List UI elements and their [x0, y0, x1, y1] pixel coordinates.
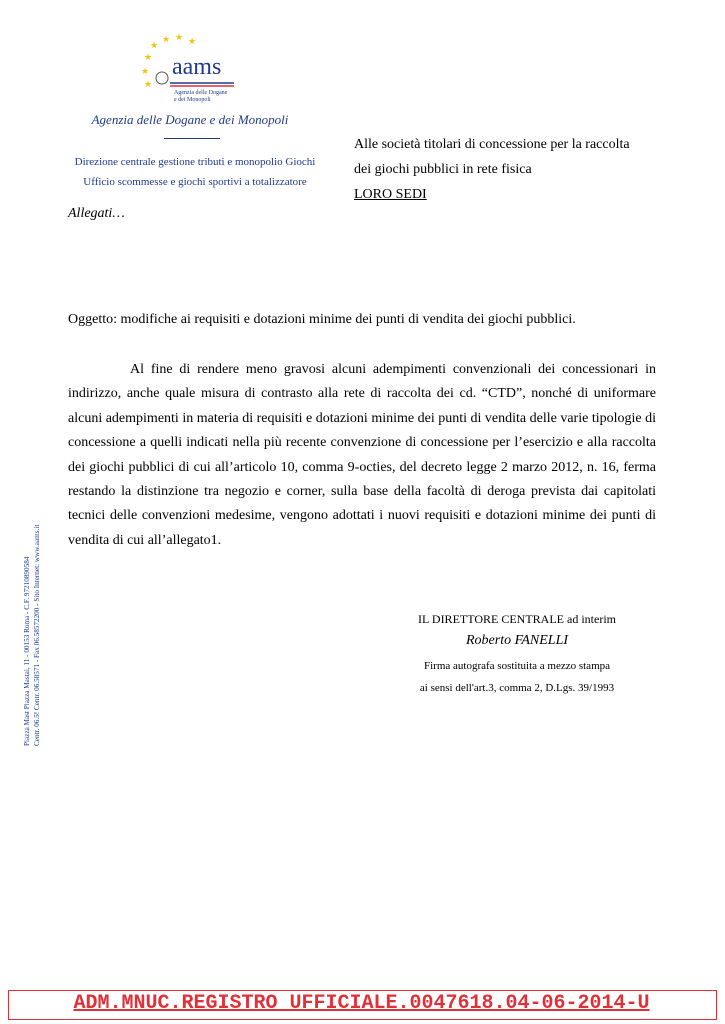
svg-text:★: ★ [188, 36, 197, 46]
signatory-name: Roberto FANELLI [465, 633, 569, 648]
logo-subtitle-2: e dei Monopoli [174, 97, 211, 103]
recipient-line-2: dei giochi pubblici in rete fisica [354, 162, 532, 177]
signature-note-2: ai sensi dell'art.3, comma 2, D.Lgs. 39/1993 [419, 682, 615, 694]
agency-divider [164, 138, 220, 139]
vertical-contact-info [22, 426, 42, 746]
svg-text:★: ★ [150, 40, 159, 50]
svg-text:★: ★ [141, 66, 150, 76]
department-name: Direzione centrale gestione tributi e monopolio Giochi [74, 156, 316, 168]
svg-text:★: ★ [144, 52, 153, 62]
emblem-icon [156, 72, 168, 84]
body-paragraph: Al fine di rendere meno gravosi alcuni adempimenti convenzionali dei concessionari in indirizzo, anche quale misura di contrasto alla rete di raccolta dei cd. “CTD”, nonché di uniformare alcuni adempimenti in materia di requisiti e dotazioni minime dei punti di vendita delle varie tipologie di concessione a quelli indicati nella più recente convenzione di concessione per l’esercizio e alla raccolta dei giochi pubblici di cui all’articolo 10, comma 9-octies, del decreto legge 2 marzo 2012, n. 16, ferma restando la distinzione tra negozio e corner, sulla base della facoltà di deroga prevista dai capitolati tecnici delle convenzioni medesime, vengono adottati i nuovi requisiti e dotazioni minime dei punti di vendita di cui all’allegato1. [68, 362, 656, 548]
recipient-line-1: Alle società titolari di concessione per la raccolta [354, 137, 630, 152]
contact-phone-web: Centr. 06.5! Centr. 06.58571 - Fax 06.58572200 - Sito Internet: www.aams.it [33, 524, 41, 746]
contact-address: Piazza Mast Piazza Mastai, 11 - 00153 Roma - C.F. 97210890584 [23, 556, 31, 746]
signatory-title: IL DIRETTORE CENTRALE ad interim [418, 612, 616, 626]
svg-text:★: ★ [162, 34, 171, 44]
logo-text: aams [172, 54, 222, 80]
logo-subtitle-1: Agenzia delle Dogane [174, 90, 228, 96]
aams-logo [138, 34, 248, 114]
svg-text:★: ★ [175, 34, 184, 42]
svg-text:★: ★ [144, 79, 153, 89]
recipient-line-3: LORO SEDI [354, 187, 427, 202]
agency-name: Agenzia delle Dogane e dei Monopoli [91, 112, 289, 127]
subject-line: Oggetto: modifiche ai requisiti e dotazioni minime dei punti di vendita dei giochi pubblici. [68, 312, 576, 327]
protocol-stamp: ADM.MNUC.REGISTRO UFFICIALE.0047618.04-06-2014-U [73, 992, 650, 1015]
office-name: Ufficio scommesse e giochi sportivi a totalizzatore [83, 176, 307, 188]
signature-note-1: Firma autografa sostituita a mezzo stampa [423, 660, 611, 672]
attachments-label: Allegati… [68, 206, 125, 221]
